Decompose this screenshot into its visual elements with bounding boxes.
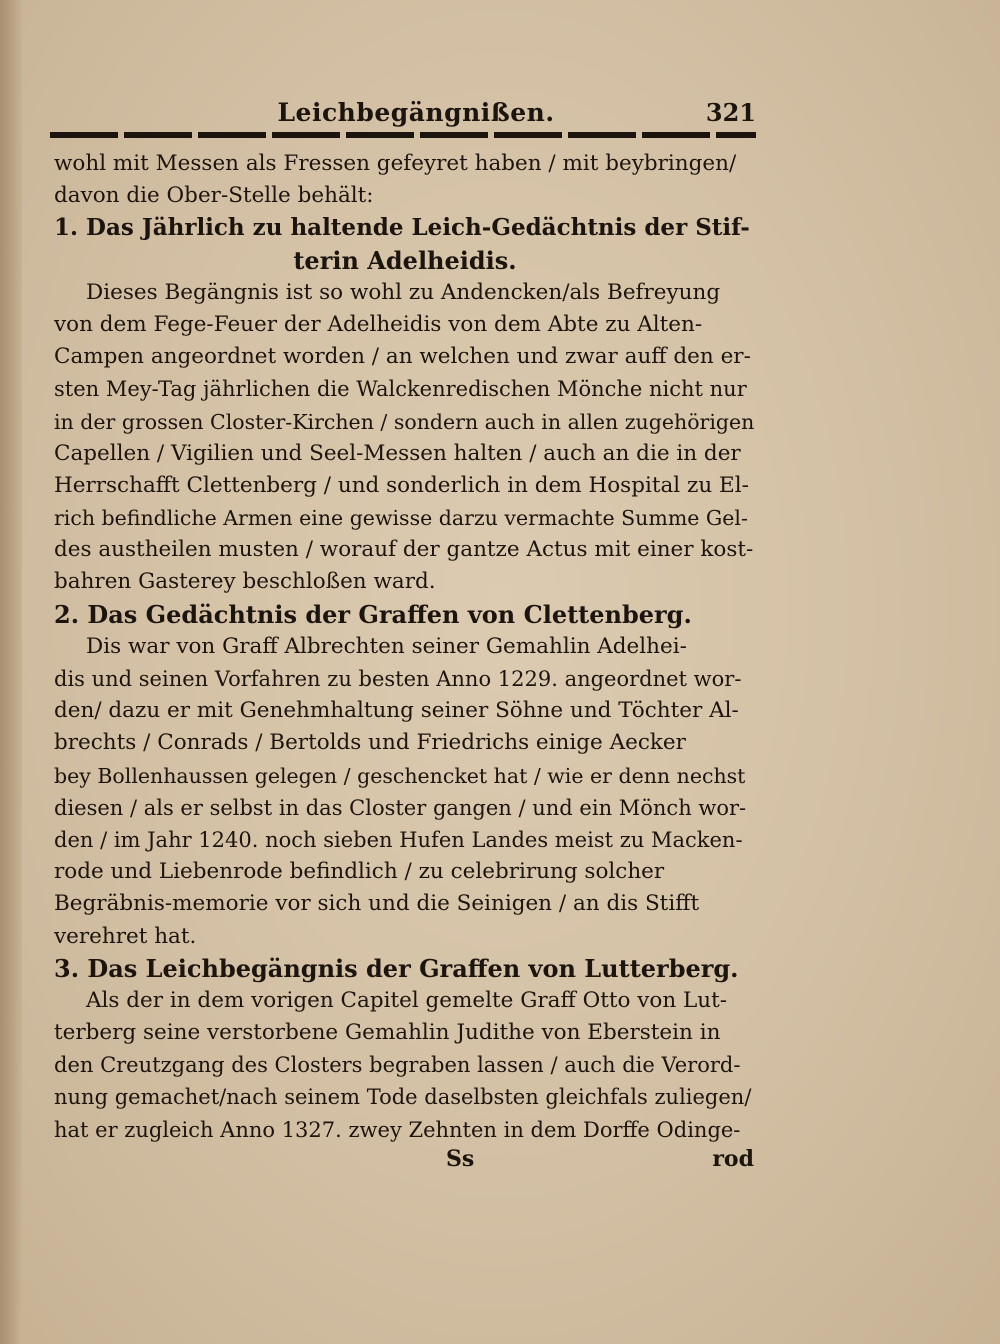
section-heading-line: terin Adelheidis.	[293, 245, 517, 275]
header-rule	[50, 132, 756, 138]
text-line: dis und seinen Vorfahren zu besten Anno 1229. angeordnet wor-	[54, 667, 742, 691]
binding-gutter	[0, 0, 22, 1344]
text-line: Begräbnis-memorie vor sich und die Seinigen / an dis Stifft	[54, 891, 700, 917]
text-line: Capellen / Vigilien und Seel-Messen halten / auch an die in der	[54, 440, 741, 466]
page-number: 321	[705, 98, 756, 127]
text-line: hat er zugleich Anno 1327. zwey Zehnten in dem Dorffe Odinge-	[54, 1117, 741, 1142]
text-line: bey Bollenhaussen gelegen / geschencket hat / wie er denn nechst	[54, 763, 746, 788]
text-line: nung gemachet/nach seinem Tode daselbsten gleichfals zuliegen/	[54, 1085, 752, 1110]
text-line: von dem Fege-Feuer der Adelheidis von dem Abte zu Alten-	[54, 311, 703, 337]
page-header	[56, 96, 756, 132]
text-line: Dis war von Graff Albrechten seiner Gemahlin Adelhei-	[86, 633, 687, 659]
catchword: rod	[712, 1146, 754, 1172]
text-line: wohl mit Messen als Fressen gefeyret haben / mit beybringen/	[54, 151, 737, 176]
text-line: Herrschafft Clettenberg / und sonderlich in dem Hospital zu El-	[54, 472, 749, 498]
section-heading-line: 2. Das Gedächtnis der Graffen von Clettenberg.	[54, 599, 692, 629]
section-heading-line: 1. Das Jährlich zu haltende Leich-Gedächtnis der Stif-	[54, 214, 750, 242]
text-line: bahren Gasterey beschloßen ward.	[54, 569, 436, 595]
text-line: verehret hat.	[54, 923, 197, 949]
text-line: rich befindliche Armen eine gewisse darzu vermachte Summe Gel-	[54, 506, 748, 531]
text-line: Als der in dem vorigen Capitel gemelte Graff Otto von Lut-	[86, 987, 728, 1013]
signature-mark: Ss	[446, 1146, 475, 1172]
text-line: sten Mey-Tag jährlichen die Walckenredischen Mönche nicht nur	[54, 377, 747, 402]
section-heading-line: 3. Das Leichbegängnis der Graffen von Lutterberg.	[54, 953, 739, 983]
text-line: des austheilen musten / worauf der gantze Actus mit einer kost-	[54, 537, 754, 563]
text-line: den Creutzgang des Closters begraben lassen / auch die Verord-	[54, 1053, 741, 1078]
text-line: den / im Jahr 1240. noch sieben Hufen Landes meist zu Macken-	[54, 827, 743, 852]
text-line: davon die Ober-Stelle behält:	[54, 183, 374, 209]
text-line: terberg seine verstorbene Gemahlin Judithe von Eberstein in	[54, 1020, 721, 1046]
text-line: Campen angeordnet worden / an welchen und zwar auff den er-	[54, 344, 751, 370]
running-title: Leichbegängnißen.	[277, 98, 555, 127]
text-line: rode und Liebenrode befindlich / zu celebrirung solcher	[54, 859, 665, 885]
text-line: brechts / Conrads / Bertolds und Friedrichs einige Aecker	[54, 730, 686, 756]
text-line: den/ dazu er mit Genehmhaltung seiner Söhne und Töchter Al-	[54, 698, 739, 724]
text-line: Dieses Begängnis ist so wohl zu Andencken/als Befreyung	[86, 279, 721, 305]
page-footer	[54, 1146, 756, 1178]
text-block	[54, 148, 756, 1146]
text-line: in der grossen Closter-Kirchen / sondern auch in allen zugehörigen	[54, 409, 755, 434]
text-line: diesen / als er selbst in das Closter gangen / und ein Mönch wor-	[54, 795, 747, 820]
